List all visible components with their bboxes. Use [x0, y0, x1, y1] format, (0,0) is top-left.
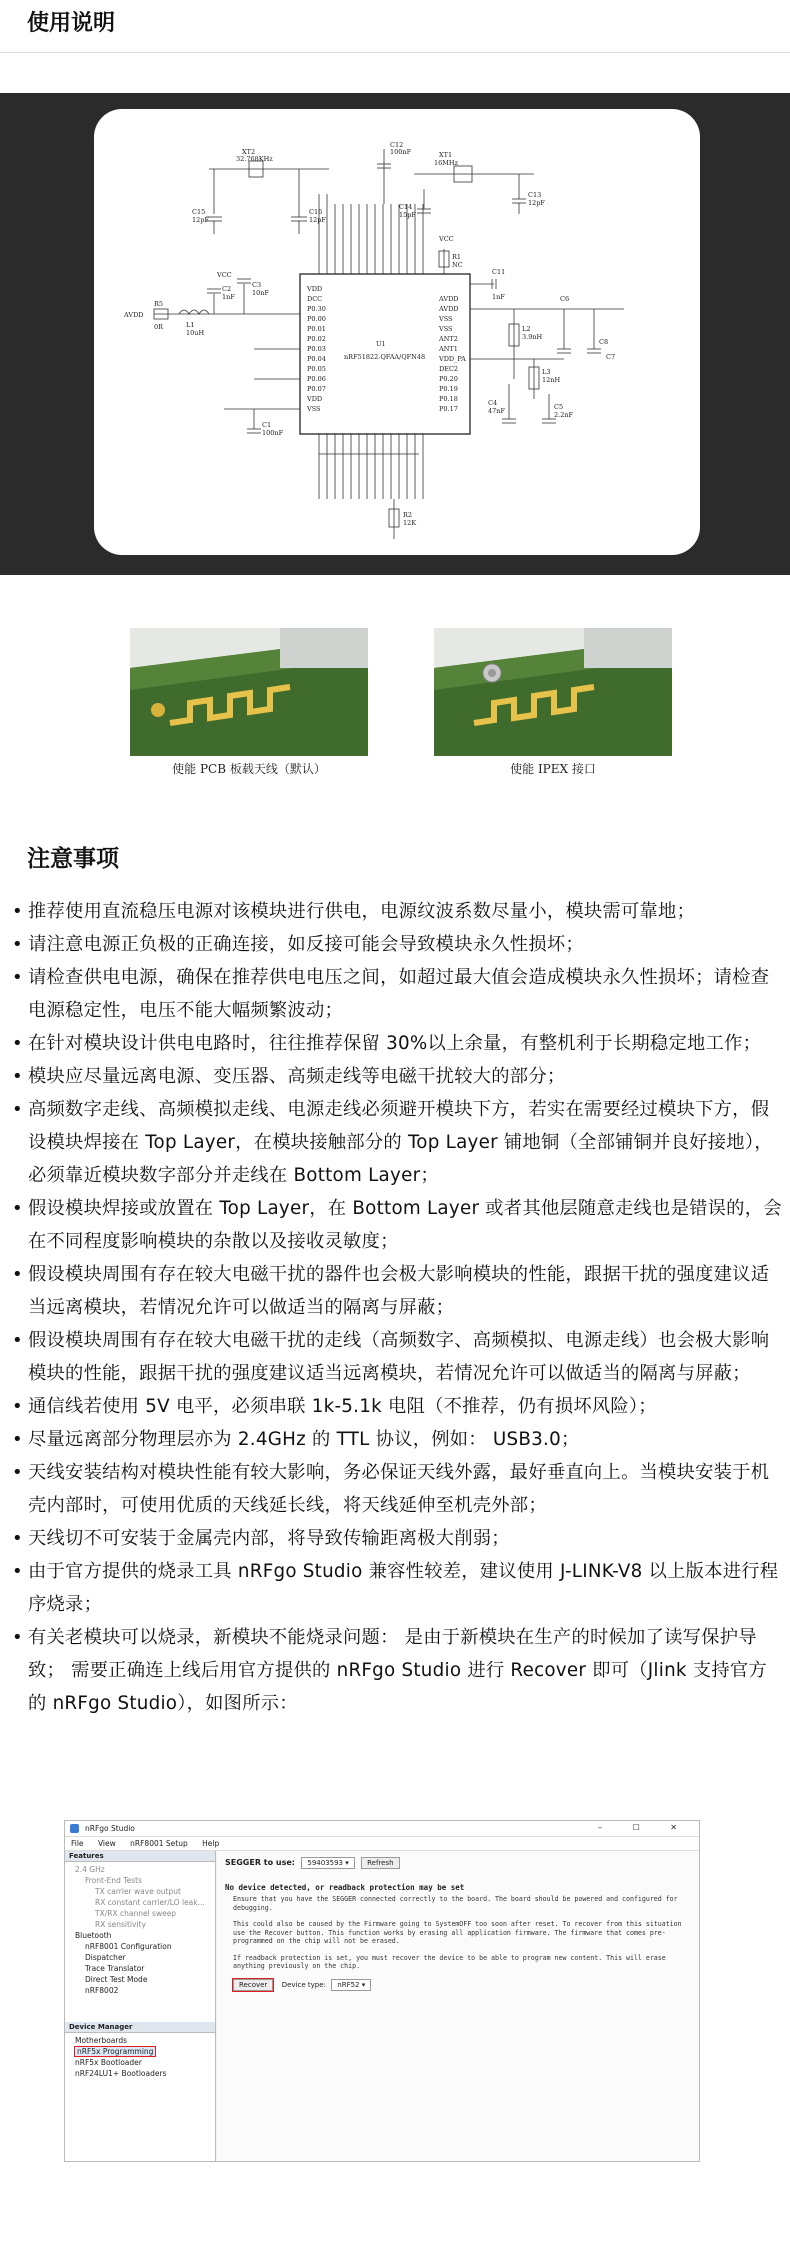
pin-label: P0.30 [307, 305, 326, 313]
pcb-antenna-caption: 使能 PCB 板载天线（默认） [172, 762, 326, 776]
tree-item[interactable]: TX carrier wave output [95, 1887, 181, 1896]
chip-ref: U1 [376, 340, 386, 348]
device-tree-label: nRF5x Bootloader [75, 2058, 142, 2067]
pin-label: P0.07 [307, 385, 326, 393]
tree-item[interactable]: Bluetooth [75, 1931, 112, 1940]
device-tree-item[interactable] [65, 2046, 215, 2057]
chip-name: nRF51822-QFAA/QFN48 [344, 353, 426, 361]
tree-item[interactable]: Trace Translator [85, 1964, 145, 1973]
part-label: C13 [528, 191, 542, 199]
recover-button[interactable]: Recover [233, 1979, 273, 1991]
pin-label: VDD [307, 285, 323, 293]
part-label: 10uH [186, 329, 205, 337]
part-label: C5 [554, 403, 564, 411]
device-tree-label: Motherboards [75, 2036, 128, 2045]
ipex-antenna-photo [434, 628, 672, 756]
list-item: • 假设模块周围有存在较大电磁干扰的器件也会极大影响模块的性能，跟据干扰的强度建议适当远离模块，若情况允许可以做适当的隔离与屏蔽； [0, 1258, 790, 1324]
pin-label: AVDD [439, 295, 459, 303]
menu-file[interactable]: File [71, 1839, 84, 1848]
schematic-card [94, 109, 700, 555]
part-label: C15 [192, 208, 206, 216]
window-titlebar [65, 1821, 699, 1837]
device-tree [65, 2033, 215, 2079]
tree-item[interactable]: Direct Test Mode [85, 1975, 148, 1984]
ipex-antenna-image [434, 628, 672, 756]
part-label: 12pF [528, 199, 545, 207]
list-item: • 高频数字走线、高频模拟走线、电源走线必须避开模块下方，若实在需要经过模块下方，假设模块焊接在 Top Layer，在模块接触部分的 Top Layer 铺地铜（全部铺铜并良好接地），必须靠近模块数字部分并走线在 Bottom Layer； [0, 1093, 790, 1192]
part-label: NC [452, 261, 463, 269]
crystal-label: XT2 [242, 148, 256, 156]
list-item: • 假设模块焊接或放置在 Top Layer，在 Bottom Layer 或者其他层随意走线也是错误的，会在不同程度影响模块的杂散以及接收灵敏度； [0, 1192, 790, 1258]
list-item: • 有关老模块可以烧录，新模块不能烧录问题： 是由于新模块在生产的时候加了读写保护导致； 需要正确连上线后用官方提供的 nRFgo Studio 进行 Recover 即可（Jlink 支持官方的 nRFgo Studio），如图所示： [0, 1621, 790, 1720]
pin-label: ANT1 [439, 345, 458, 353]
app-icon [70, 1824, 79, 1833]
tree-item[interactable]: Dispatcher [85, 1953, 126, 1962]
window-title: nRFgo Studio [85, 1824, 135, 1833]
pin-label: P0.03 [307, 345, 326, 353]
device-tree-label: nRF24LU1+ Bootloaders [75, 2069, 167, 2078]
crystal-freq: 32.768KHz [236, 155, 273, 163]
section-title-usage: 使用说明 [27, 11, 116, 36]
list-item: • 在针对模块设计供电电路时，往往推荐保留 30%以上余量，有整机利于长期稳定地工作； [0, 1027, 790, 1060]
device-type-select[interactable]: nRF52 ▾ [331, 1979, 371, 1991]
pin-label: VDD [307, 395, 323, 403]
device-tree-item[interactable] [65, 2068, 215, 2079]
device-manager-header: Device Manager [65, 2022, 215, 2033]
part-label: C4 [488, 399, 498, 407]
part-label: C3 [252, 281, 262, 289]
list-item: • 尽量远离部分物理层亦为 2.4GHz 的 TTL 协议，例如： USB3.0； [0, 1423, 790, 1456]
pin-label: ANT2 [439, 335, 458, 343]
list-item: • 天线安装结构对模块性能有较大影响，务必保证天线外露，最好垂直向上。当模块安装于机壳内部时，可使用优质的天线延长线，将天线延伸至机壳外部； [0, 1456, 790, 1522]
message-line: This could also be caused by the Firmware going to SystemOFF too soon after reset. To recover from this situation use the Recover button. This function works by erasing all application firmware. The firmware that comes pre-programmed on the chip will not be erased. [233, 1920, 682, 1945]
message-title: No device detected, or readback protection may be set [225, 1883, 465, 1892]
pin-label: VSS [439, 325, 453, 333]
menu-setup[interactable]: nRF8001 Setup [130, 1839, 188, 1848]
part-label: AVDD [124, 311, 144, 319]
part-label: 12K [403, 519, 417, 527]
device-tree-item[interactable] [65, 2057, 215, 2068]
pin-label: P0.02 [307, 335, 326, 343]
message-line: Ensure that you have the SEGGER connected correctly to the board. The board should be powered and configured for debugging. [233, 1895, 678, 1912]
list-item: • 请注意电源正负极的正确连接，如反接可能会导致模块永久性损坏； [0, 928, 790, 961]
crystal-freq: 16MHz [434, 159, 459, 167]
part-label: R1 [452, 253, 462, 261]
tree-item[interactable]: 2.4 GHz [75, 1865, 105, 1874]
list-item: • 通信线若使用 5V 电平，必须串联 1k-5.1k 电阻（不推荐，仍有损坏风险）； [0, 1390, 790, 1423]
pin-label: P0.20 [439, 375, 458, 383]
part-label: R2 [403, 511, 413, 519]
part-label: L2 [522, 325, 531, 333]
part-label: 100nF [390, 148, 412, 156]
pin-label: P0.17 [439, 405, 458, 413]
part-label: C16 [309, 208, 323, 216]
tree-item[interactable]: nRF8001 Configuration [85, 1942, 172, 1951]
part-label: 0R [154, 323, 164, 331]
part-label: 47nF [488, 407, 505, 415]
part-label: C1 [262, 421, 272, 429]
message-line: If readback protection is set, you must recover the device to be able to program new content. This will erase anything previously on the chip. [233, 1953, 666, 1970]
device-type-label: Device type: [281, 1980, 326, 1989]
segger-label: SEGGER to use: [225, 1858, 295, 1867]
tree-item[interactable]: RX sensitivity [95, 1920, 146, 1929]
pin-label: P0.05 [307, 365, 326, 373]
part-label: C8 [599, 338, 609, 346]
divider [0, 52, 790, 53]
part-label: 2.2nF [554, 411, 574, 419]
message-block [225, 1883, 691, 1971]
menu-view[interactable]: View [97, 1839, 116, 1848]
part-label: 12nH [542, 376, 561, 384]
pin-label: DCC [307, 295, 323, 303]
part-label: 100nF [262, 429, 284, 437]
list-item: • 假设模块周围有存在较大电磁干扰的走线（高频数字、高频模拟、电源走线）也会极大影响模块的性能，跟据干扰的强度建议适当远离模块，若情况允许可以做适当的隔离与屏蔽； [0, 1324, 790, 1390]
notes-list [0, 895, 790, 1720]
part-label: L3 [542, 368, 551, 376]
ipex-antenna-caption: 使能 IPEX 接口 [510, 762, 596, 776]
list-item: • 由于官方提供的烧录工具 nRFgo Studio 兼容性较差，建议使用 J-LINK-V8 以上版本进行程序烧录； [0, 1555, 790, 1621]
part-label: C11 [492, 268, 506, 276]
pcb-antenna-photo [130, 628, 368, 756]
part-label: C12 [390, 141, 404, 149]
part-label: C7 [606, 353, 616, 361]
pin-label: P0.00 [307, 315, 326, 323]
menu-help[interactable]: Help [202, 1839, 220, 1848]
pin-label: DEC2 [439, 365, 459, 373]
part-label: VCC [439, 235, 454, 243]
list-item: • 推荐使用直流稳压电源对该模块进行供电，电源纹波系数尽量小，模块需可靠地； [0, 895, 790, 928]
part-label: 15pF [399, 211, 416, 219]
part-label: C6 [560, 295, 570, 303]
segger-select[interactable]: 59403593 ▾ [301, 1857, 354, 1869]
part-label: 10nF [252, 289, 269, 297]
nrfgo-screenshot [64, 1820, 700, 2162]
tree-item[interactable]: Front-End Tests [85, 1876, 142, 1885]
section-title-notes: 注意事项 [27, 846, 119, 872]
pin-label: P0.04 [307, 355, 326, 363]
crystal-label: XT1 [439, 151, 453, 159]
list-item: • 天线切不可安装于金属壳内部，将导致传输距离极大削弱； [0, 1522, 790, 1555]
list-item: • 请检查供电电源，确保在推荐供电电压之间，如超过最大值会造成模块永久性损坏；请检查电源稳定性，电压不能大幅频繁波动； [0, 961, 790, 1027]
pin-label: P0.06 [307, 375, 326, 383]
tree-item[interactable]: nRF8002 [85, 1986, 119, 1995]
part-label: L1 [186, 321, 195, 329]
tree-item[interactable]: RX constant carrier/LO leak... [95, 1898, 205, 1907]
part-label: 3.9nH [522, 333, 543, 341]
pin-label: VSS [307, 405, 321, 413]
menu-bar [65, 1837, 699, 1851]
refresh-button[interactable]: Refresh [361, 1857, 399, 1869]
left-pane [65, 1851, 216, 2161]
part-label: R5 [154, 300, 164, 308]
device-tree-item[interactable] [65, 2035, 215, 2046]
pin-label: AVDD [439, 305, 459, 313]
part-label: C2 [222, 285, 232, 293]
features-tree [65, 1862, 215, 2022]
pin-label: VDD_PA [439, 355, 466, 363]
pcb-antenna-image [130, 628, 368, 756]
part-label: 12pF [192, 216, 209, 224]
schematic-diagram [94, 109, 700, 555]
part-label: C14 [399, 203, 413, 211]
right-pane [217, 1851, 699, 2161]
part-label: 1nF [492, 293, 505, 301]
pin-label: P0.01 [307, 325, 326, 333]
pin-label: VSS [439, 315, 453, 323]
window-controls[interactable]: – ☐ ✕ [598, 1823, 691, 1832]
features-header: Features [65, 1851, 215, 1862]
tree-item[interactable]: TX/RX channel sweep [95, 1909, 177, 1918]
pin-label: P0.18 [439, 395, 458, 403]
part-label: 12pF [309, 216, 326, 224]
device-tree-label: nRF5x Programming [77, 2047, 154, 2056]
list-item: • 模块应尽量远离电源、变压器、高频走线等电磁干扰较大的部分； [0, 1060, 790, 1093]
part-label: 1nF [222, 293, 235, 301]
part-label: VCC [217, 271, 232, 279]
pin-label: P0.19 [439, 385, 458, 393]
